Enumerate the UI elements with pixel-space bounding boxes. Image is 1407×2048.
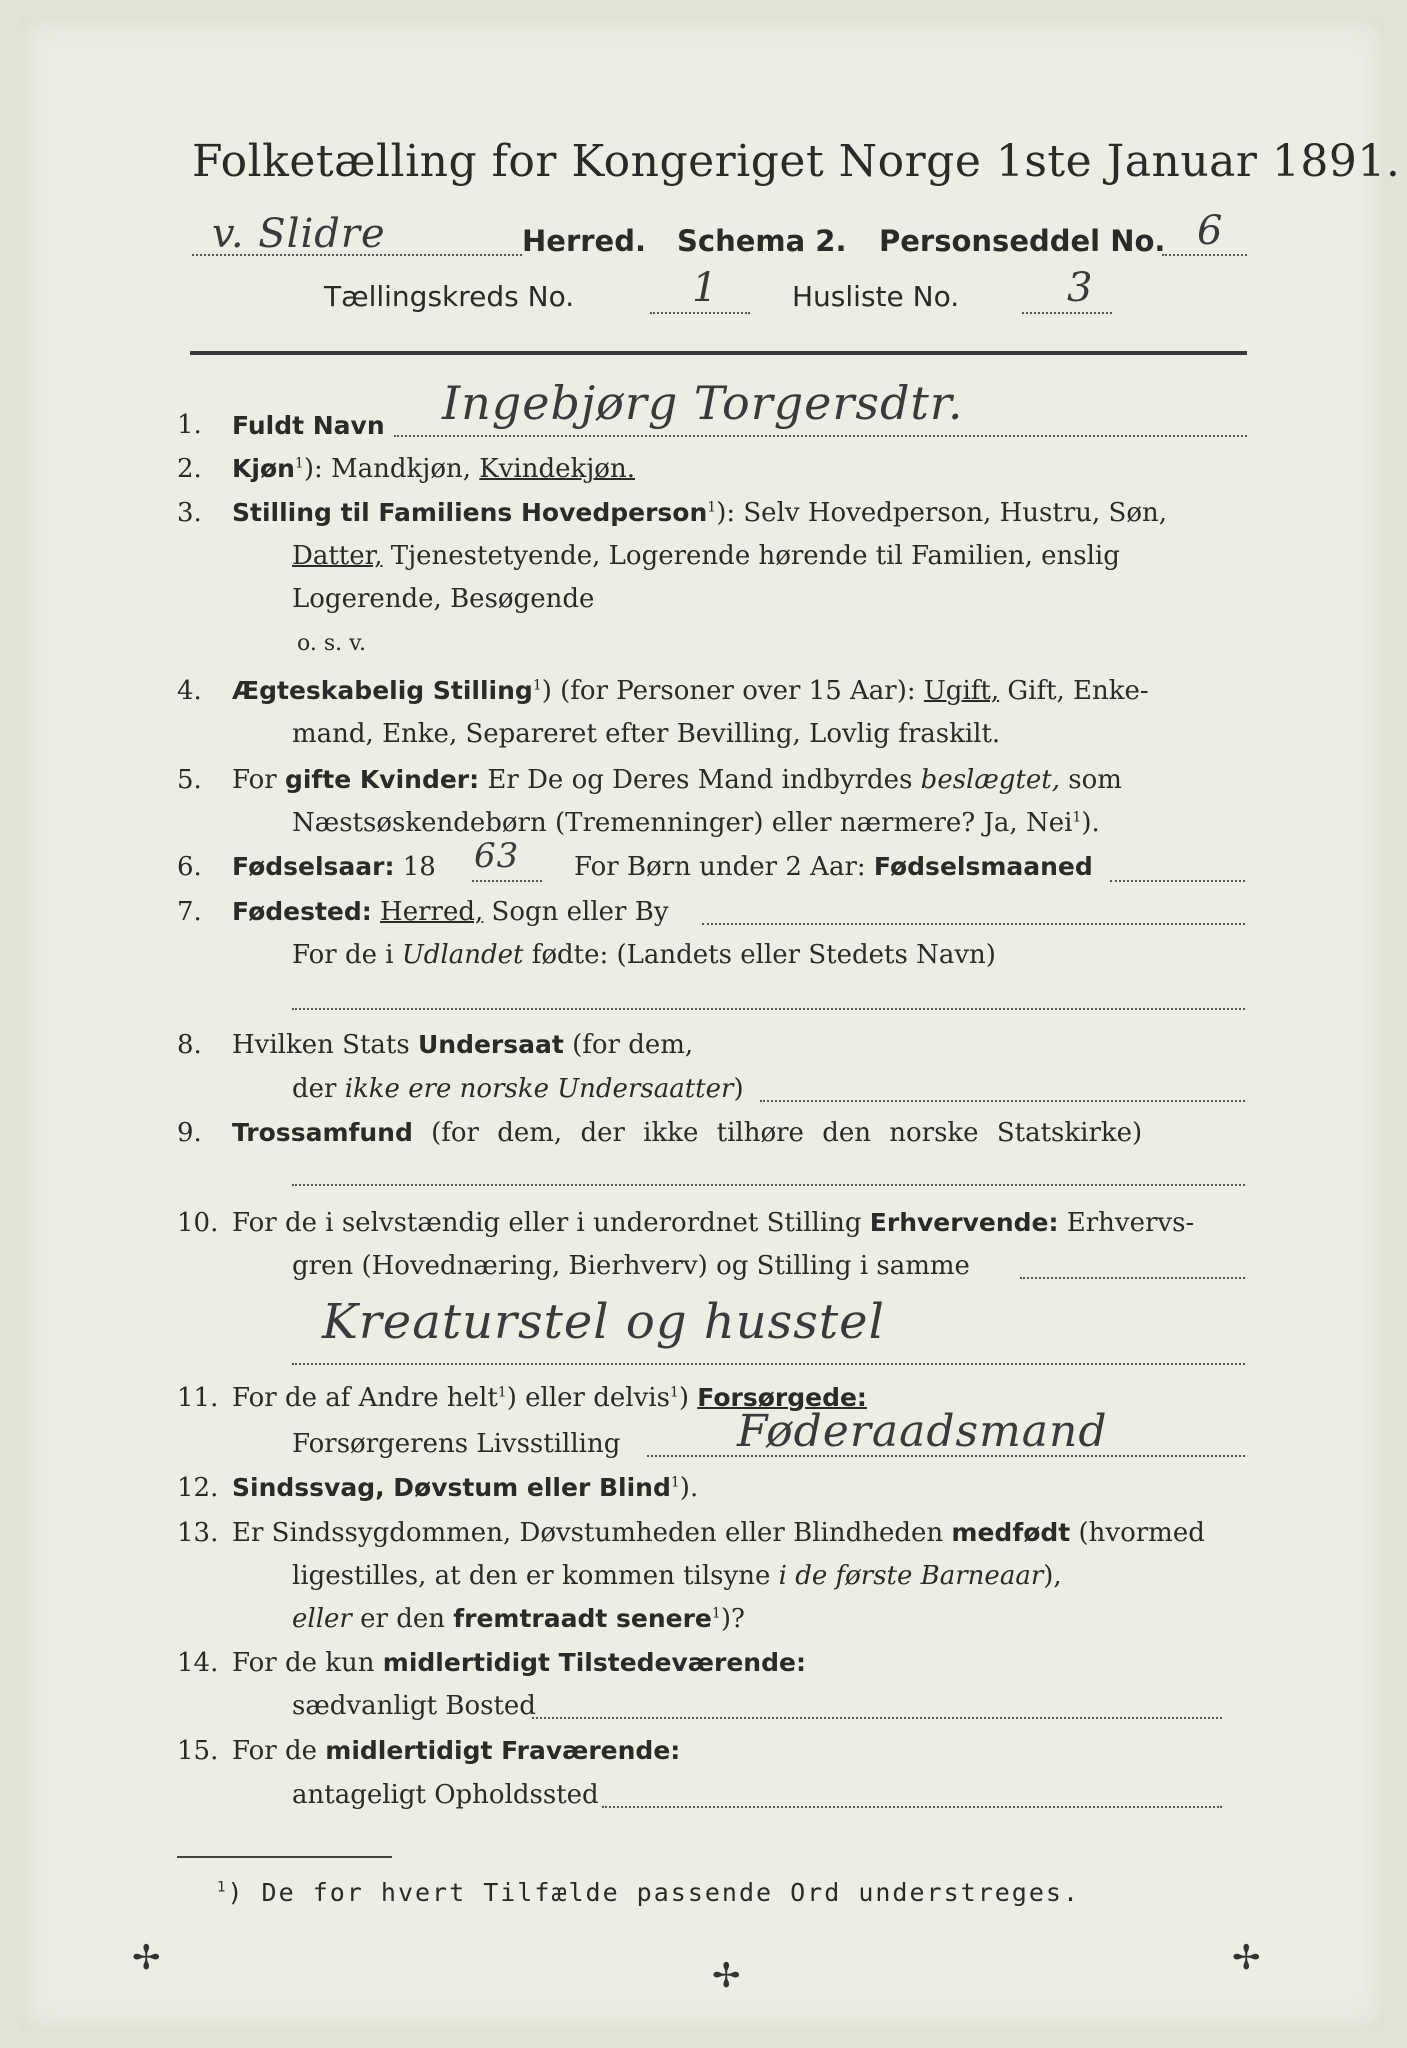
q12-number: 12.: [177, 1473, 219, 1503]
q7-text: Sogn eller By: [483, 897, 669, 927]
taellingskreds-value: 1: [692, 265, 719, 311]
herred-value: v. Slidre: [212, 211, 386, 257]
q6-month-dotted-line: [1110, 880, 1245, 882]
q11-text-a: For de af Andre helt: [232, 1383, 498, 1413]
q2-text-a: ): Mandkjøn,: [303, 454, 480, 484]
q6-prefix: 18: [394, 852, 436, 882]
q11-text-b: ) eller delvis: [506, 1383, 670, 1413]
q12-label: Sindssvag, Døvstum eller Blind: [232, 1473, 671, 1502]
footnote-text: ) De for hvert Tilfælde passende Ord understreges.: [227, 1878, 1081, 1907]
q13-fremtraadt: fremtraadt senere: [453, 1604, 712, 1633]
footnote-rule: [177, 1856, 392, 1858]
q14-number: 14.: [177, 1648, 219, 1678]
q13-line2b: ),: [1043, 1561, 1062, 1591]
q11-sup-a: 1: [497, 1384, 507, 1401]
q9-dotted-line: [292, 1184, 1245, 1186]
q6-line: [232, 852, 436, 882]
q12-line: [232, 1473, 698, 1503]
q11-line2: Forsørgerens Livsstilling: [292, 1429, 621, 1459]
q5-sup: 1: [1072, 809, 1082, 826]
q4-label: Ægteskabelig Stilling: [232, 676, 533, 705]
q3-line1-text: ): Selv Hovedperson, Hustru, Søn,: [716, 498, 1168, 528]
q9-label: Trossamfund: [232, 1118, 413, 1147]
q7-herred: Herred,: [380, 897, 484, 927]
q7-udlandet: Udlandet: [401, 940, 524, 970]
q7-dotted-line: [702, 923, 1245, 925]
q5-line1b: som: [1060, 765, 1122, 795]
q15-dotted-line: [602, 1806, 1222, 1808]
q11-text-c: ): [678, 1383, 698, 1413]
q6-label2: Fødselsmaaned: [873, 852, 1093, 881]
personseddel-value: 6: [1197, 208, 1224, 254]
q3-line2-text: Tjenestetyende, Logerende hørende til Familien, enslig: [382, 541, 1120, 571]
q7-label: Fødested:: [232, 897, 372, 926]
q10-value: Kreaturstel og husstel: [322, 1294, 885, 1350]
q6-label: Fødselsaar:: [232, 852, 395, 881]
punch-mark-center: ✢: [712, 1956, 741, 1996]
q6-line-b: [574, 852, 1093, 882]
q8-label: Undersaat: [417, 1030, 564, 1059]
q13-line3b: )?: [720, 1604, 745, 1634]
q3-number: 3.: [177, 498, 202, 528]
husliste-dotted-line: [1022, 312, 1112, 314]
q10-text-b: Erhvervs-: [1058, 1208, 1195, 1238]
q13-line3a: er den: [351, 1604, 454, 1634]
herred-dotted-line: [192, 254, 522, 256]
q11-number: 11.: [177, 1383, 219, 1413]
q2-number: 2.: [177, 454, 202, 484]
q3-datter: Datter,: [292, 541, 383, 571]
q7-line2b: fødte: (Landets eller Stedets Navn): [523, 940, 996, 970]
q13-line2: [292, 1561, 1062, 1591]
q8-text-a: Hvilken Stats: [232, 1030, 418, 1060]
punch-mark-left: ✢: [132, 1938, 161, 1978]
q1-number: 1.: [177, 410, 202, 440]
q13-medfodt: medfødt: [951, 1518, 1071, 1547]
q7-dotted-line-2: [292, 1008, 1245, 1010]
q10-dotted-line: [1020, 1277, 1245, 1279]
taellingskreds-label: Tællingskreds No.: [324, 280, 575, 313]
q15-text-a: For de: [232, 1736, 326, 1766]
q5-line1-text: Er De og Deres Mand indbyrdes: [479, 765, 921, 795]
personseddel-label: Personseddel No.: [879, 224, 1166, 258]
q10-number: 10.: [177, 1208, 219, 1238]
q5-line2: [292, 808, 1100, 838]
q3-line2: [292, 541, 1120, 571]
punch-mark-right: ✢: [1232, 1938, 1261, 1978]
q13-line1: [232, 1518, 1205, 1548]
q8-line1: [232, 1030, 693, 1060]
q12-text: ).: [679, 1473, 699, 1503]
herred-label: Herred.: [522, 224, 646, 258]
q5-line2-text: Næstsøskendebørn (Tremenninger) eller nærmere? Ja, Nei: [292, 808, 1073, 838]
q6-number: 6.: [177, 852, 202, 882]
q5-line1: [232, 765, 1122, 795]
q8-line2: [292, 1074, 744, 1104]
q14-label: midlertidigt Tilstedeværende:: [382, 1648, 806, 1677]
q9-number: 9.: [177, 1118, 202, 1148]
q13-line3: [292, 1604, 745, 1634]
q4-line1: [232, 676, 1149, 706]
q9-text: (for dem, der ikke tilhøre den norske Statskirke): [412, 1118, 1143, 1148]
q8-dotted-line: [760, 1100, 1245, 1102]
q9-line: [232, 1118, 1142, 1148]
q15-number: 15.: [177, 1736, 219, 1766]
personseddel-dotted-line: [1162, 254, 1247, 256]
header-rule: [190, 351, 1247, 355]
q12-sup: 1: [670, 1474, 680, 1491]
q11-label: Forsørgede:: [697, 1383, 867, 1412]
q5-line2b: ).: [1081, 808, 1100, 838]
q3-sup: 1: [707, 499, 717, 516]
q4-line2: mand, Enke, Separeret efter Bevilling, Lovlig fraskilt.: [292, 719, 1001, 749]
q3-line4: o. s. v.: [297, 631, 366, 656]
q13-line1b: (hvormed: [1070, 1518, 1205, 1548]
q8-italic: ikke ere norske Undersaatter: [344, 1074, 734, 1104]
q1-label: Fuldt Navn: [232, 411, 385, 440]
q7-line1: [232, 897, 669, 927]
q6-value: 63: [474, 836, 520, 876]
husliste-label: Husliste No.: [792, 280, 960, 313]
footnote-sup: 1: [217, 1879, 228, 1896]
q7-line2: [292, 940, 996, 970]
q5-label: gifte Kvinder:: [284, 765, 480, 794]
q4-line1b: Gift, Enke-: [999, 676, 1149, 706]
q3-label: Stilling til Familiens Hovedperson: [232, 498, 708, 527]
q14-dotted-line: [532, 1717, 1222, 1719]
q14-text-a: For de kun: [232, 1648, 383, 1678]
q2-kvindekjon: Kvindekjøn.: [479, 454, 635, 484]
q8-line2a: der: [292, 1074, 345, 1104]
q14-line1: [232, 1648, 806, 1678]
q10-text-a: For de i selvstændig eller i underordnet Stilling: [232, 1208, 870, 1238]
q8-line2b: ): [733, 1074, 744, 1104]
q4-sup: 1: [532, 677, 542, 694]
q8-number: 8.: [177, 1030, 202, 1060]
schema-label: Schema 2.: [677, 224, 847, 258]
q11-sup-b: 1: [669, 1384, 679, 1401]
q3-line3: Logerende, Besøgende: [292, 584, 595, 614]
q13-sup: 1: [711, 1605, 721, 1622]
q2-label: Kjøn: [232, 454, 295, 483]
q6-year-dotted-line: [472, 880, 542, 882]
q4-ugift: Ugift,: [923, 676, 1000, 706]
q11-dotted-line: [647, 1455, 1245, 1457]
q14-line2: sædvanligt Bosted: [292, 1691, 536, 1721]
form-title: Folketælling for Kongeriget Norge 1ste Januar 1891.: [192, 136, 1401, 187]
q4-number: 4.: [177, 676, 202, 706]
q15-line1: [232, 1736, 680, 1766]
q10-label: Erhvervende:: [869, 1208, 1059, 1237]
q5-text-a: For: [232, 765, 285, 795]
q13-eller: eller: [292, 1604, 352, 1634]
q13-line1a: Er Sindssygdommen, Døvstumheden eller Blindheden: [232, 1518, 952, 1548]
q5-number: 5.: [177, 765, 202, 795]
q11-value: Føderaadsmand: [737, 1406, 1108, 1457]
husliste-value: 3: [1067, 265, 1094, 311]
q15-label: midlertidigt Fraværende:: [325, 1736, 681, 1765]
q13-number: 13.: [177, 1518, 219, 1548]
q13-line2a: ligestilles, at den er kommen tilsyne: [292, 1561, 779, 1591]
q4-line1a: ) (for Personer over 15 Aar):: [541, 676, 924, 706]
footnote: [217, 1878, 1080, 1907]
q13-italic: i de første Barneaar: [778, 1561, 1044, 1591]
q10-line2: gren (Hovednæring, Bierhverv) og Stilling i samme: [292, 1251, 970, 1281]
q1-value: Ingebjørg Torgersdtr.: [442, 376, 964, 430]
census-form-page: [22, 18, 1401, 2030]
q15-line2: antageligt Opholdssted: [292, 1780, 599, 1810]
q10-line1: [232, 1208, 1194, 1238]
q5-beslaegtet: beslægtet,: [920, 765, 1060, 795]
q2-text: [232, 454, 635, 484]
q6-text: For Børn under 2 Aar:: [574, 852, 874, 882]
q3-line1: [232, 498, 1167, 528]
taellingskreds-dotted-line: [650, 312, 750, 314]
q7-number: 7.: [177, 897, 202, 927]
q1-dotted-line: [394, 435, 1247, 437]
q8-text-b: (for dem,: [563, 1030, 694, 1060]
q7-line2a: For de i: [292, 940, 402, 970]
q2-sup: 1: [294, 455, 304, 472]
q10-dotted-line-2: [292, 1363, 1245, 1365]
